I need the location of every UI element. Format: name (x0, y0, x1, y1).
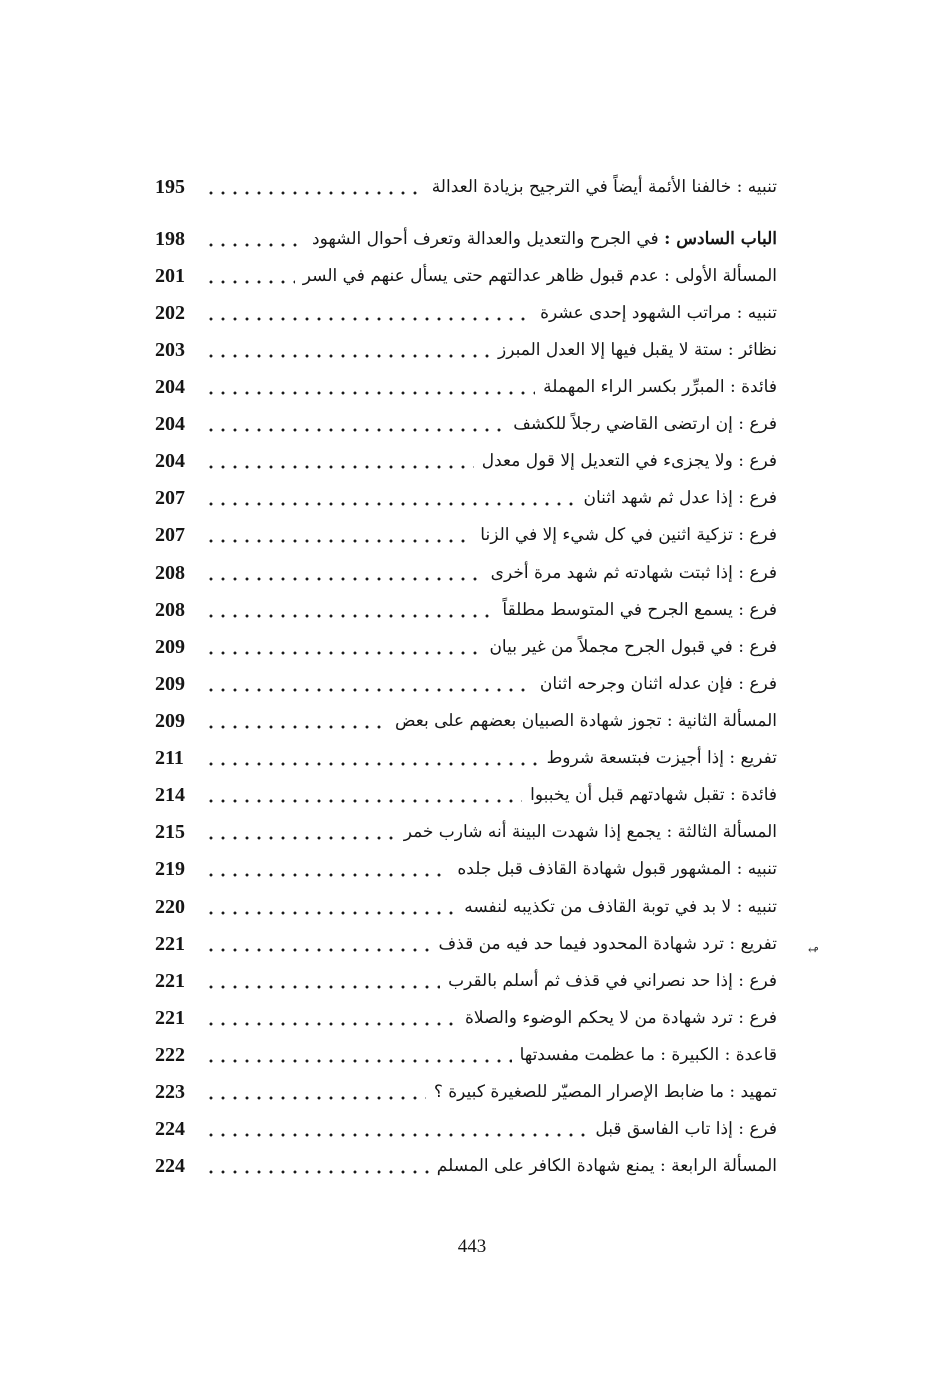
toc-entry (155, 778, 777, 812)
toc-page: 224 (155, 1155, 185, 1177)
toc-entry (155, 630, 777, 664)
toc-title: المسألة الثانية : تجوز شهادة الصبيان بعضهم على بعض (394, 711, 777, 731)
toc-title: فرع : إذا تاب الفاسق قبل (595, 1119, 777, 1139)
dot-leader (205, 593, 494, 627)
dot-leader (205, 481, 575, 515)
toc-page: 208 (155, 562, 185, 584)
dot-leader (205, 333, 490, 367)
toc-page: 202 (155, 302, 185, 324)
dot-leader (205, 1075, 426, 1109)
toc-entry (155, 1075, 777, 1109)
toc-page: 211 (155, 747, 184, 769)
toc-page: 224 (155, 1118, 185, 1140)
toc-title: فرع : يسمع الجرح في المتوسط مطلقاً (502, 600, 777, 620)
chapter-heading: الباب السادس : (664, 229, 777, 249)
toc-entry (155, 704, 777, 738)
dot-leader (205, 815, 396, 849)
toc-page: 209 (155, 673, 185, 695)
toc-page: 221 (155, 933, 185, 955)
toc-page: 207 (155, 524, 185, 546)
toc-title: فائدة : تقبل شهادتهم قبل أن يخببوا (530, 785, 777, 805)
toc-title: تمهيد : ما ضابط الإصرار المصيّر للصغيرة كبيرة ؟ (433, 1082, 777, 1102)
toc-title: فرع : إذا ثبتت شهادته ثم شهد مرة أخرى (490, 563, 777, 583)
toc-title: تنبيه : خالفنا الأئمة أيضاً في الترجيح بزيادة العدالة (431, 177, 777, 197)
toc-entry (155, 407, 777, 441)
page-number: 443 (457, 1236, 487, 1257)
toc-title: المسألة الثالثة : يجمع إذا شهدت البينة أنه شارب خمر (403, 822, 777, 842)
toc-title: فائدة : المبرِّر بكسر الراء المهملة (543, 377, 777, 397)
toc-entry (155, 333, 777, 367)
dot-leader (205, 296, 532, 330)
toc-page: 203 (155, 339, 185, 361)
toc-entry (155, 370, 777, 404)
dot-leader (205, 852, 449, 886)
toc-page: 220 (155, 896, 185, 918)
toc-page: 221 (155, 1007, 185, 1029)
dot-leader (205, 778, 522, 812)
toc-title: تفريع : إذا أجيزت فبتسعة شروط (546, 748, 777, 768)
toc-title: تنبيه : مراتب الشهود إحدى عشرة (540, 303, 777, 323)
dot-leader (205, 704, 387, 738)
toc-entry (155, 1112, 777, 1146)
toc-title (312, 222, 777, 256)
dot-leader (205, 1112, 587, 1146)
toc-page: 221 (155, 970, 185, 992)
toc-title: المسألة الرابعة : يمنع شهادة الكافر على المسلم (436, 1156, 777, 1176)
toc-page: 198 (155, 228, 185, 250)
toc-page: 201 (155, 265, 185, 287)
toc-page: 209 (155, 636, 185, 658)
toc-entry (155, 170, 777, 204)
toc-title: المسألة الأولى : عدم قبول ظاهر عدالتهم حتى يسأل عنهم في السر (302, 266, 777, 286)
toc-entry (155, 927, 777, 961)
dot-leader (205, 927, 431, 961)
toc-page: 209 (155, 710, 185, 732)
dot-leader (205, 518, 472, 552)
toc-page: 219 (155, 858, 185, 880)
toc-title: فرع : ولا يجزىء في التعديل إلا قول معدل (481, 451, 777, 471)
toc-entry (155, 296, 777, 330)
dot-leader (205, 1001, 457, 1035)
margin-mark: ↫ (808, 943, 819, 958)
dot-leader (205, 964, 440, 998)
dot-leader (205, 444, 474, 478)
dot-leader (205, 259, 295, 293)
toc-entry (155, 259, 777, 293)
toc-entry (155, 481, 777, 515)
toc-page: 204 (155, 376, 185, 398)
toc-entry (155, 964, 777, 998)
dot-leader (205, 222, 304, 256)
toc-entry (155, 815, 777, 849)
toc-page: 195 (155, 176, 185, 198)
toc-page: 207 (155, 487, 185, 509)
toc-title: قاعدة : الكبيرة : ما عظمت مفسدتها (519, 1045, 777, 1065)
dot-leader (205, 667, 532, 701)
toc-entry (155, 518, 777, 552)
chapter-title: في الجرح والتعديل والعدالة وتعرف أحوال الشهود (312, 229, 659, 249)
toc-entry (155, 852, 777, 886)
dot-leader (205, 407, 505, 441)
dot-leader (205, 1038, 512, 1072)
toc-page: 204 (155, 413, 185, 435)
toc-title: تنبيه : المشهور قبول شهادة القاذف قبل جلده (457, 859, 777, 879)
toc-title: فرع : إذا عدل ثم شهد اثنان (583, 488, 777, 508)
toc-title: فرع : إن ارتضى القاضي رجلاً للكشف (513, 414, 777, 434)
toc-page: 215 (155, 821, 185, 843)
toc-page: 208 (155, 599, 185, 621)
toc-entry (155, 444, 777, 478)
toc-title: تفريع : ترد شهادة المحدود فيما حد فيه من قذف (438, 934, 777, 954)
toc-title: فرع : فإن عدله اثنان وجرحه اثنان (539, 674, 777, 694)
toc-title: فرع : في قبول الجرح مجملاً من غير بيان (489, 637, 777, 657)
dot-leader (205, 741, 539, 775)
toc-page: 223 (155, 1081, 185, 1103)
toc-title: فرع : تزكية اثنين في كل شيء إلا في الزنا (480, 525, 777, 545)
toc-title: نظائر : ستة لا يقبل فيها إلا العدل المبرز (498, 340, 777, 360)
dot-leader (205, 630, 481, 664)
dot-leader (205, 890, 456, 924)
toc-page: 214 (155, 784, 185, 806)
toc-entry (155, 1038, 777, 1072)
toc-page: 222 (155, 1044, 185, 1066)
toc-page: 204 (155, 450, 185, 472)
toc-title: فرع : إذا حد نصراني في قذف ثم أسلم بالقرب (448, 971, 777, 991)
toc-entry (155, 593, 777, 627)
toc-entry (155, 1149, 777, 1183)
toc-title: فرع : ترد شهادة من لا يحكم الوضوء والصلاة (465, 1008, 777, 1028)
toc-entry (155, 741, 777, 775)
dot-leader (205, 1149, 429, 1183)
toc-entry (155, 556, 777, 590)
toc-entry (155, 890, 777, 924)
dot-leader (205, 370, 535, 404)
toc-entry-chapter (155, 222, 777, 256)
dot-leader (205, 556, 483, 590)
toc-entry (155, 1001, 777, 1035)
toc-entry (155, 667, 777, 701)
dot-leader (205, 170, 424, 204)
toc-title: تنبيه : لا بد في توبة القاذف من تكذيبه لنفسه (464, 897, 777, 917)
